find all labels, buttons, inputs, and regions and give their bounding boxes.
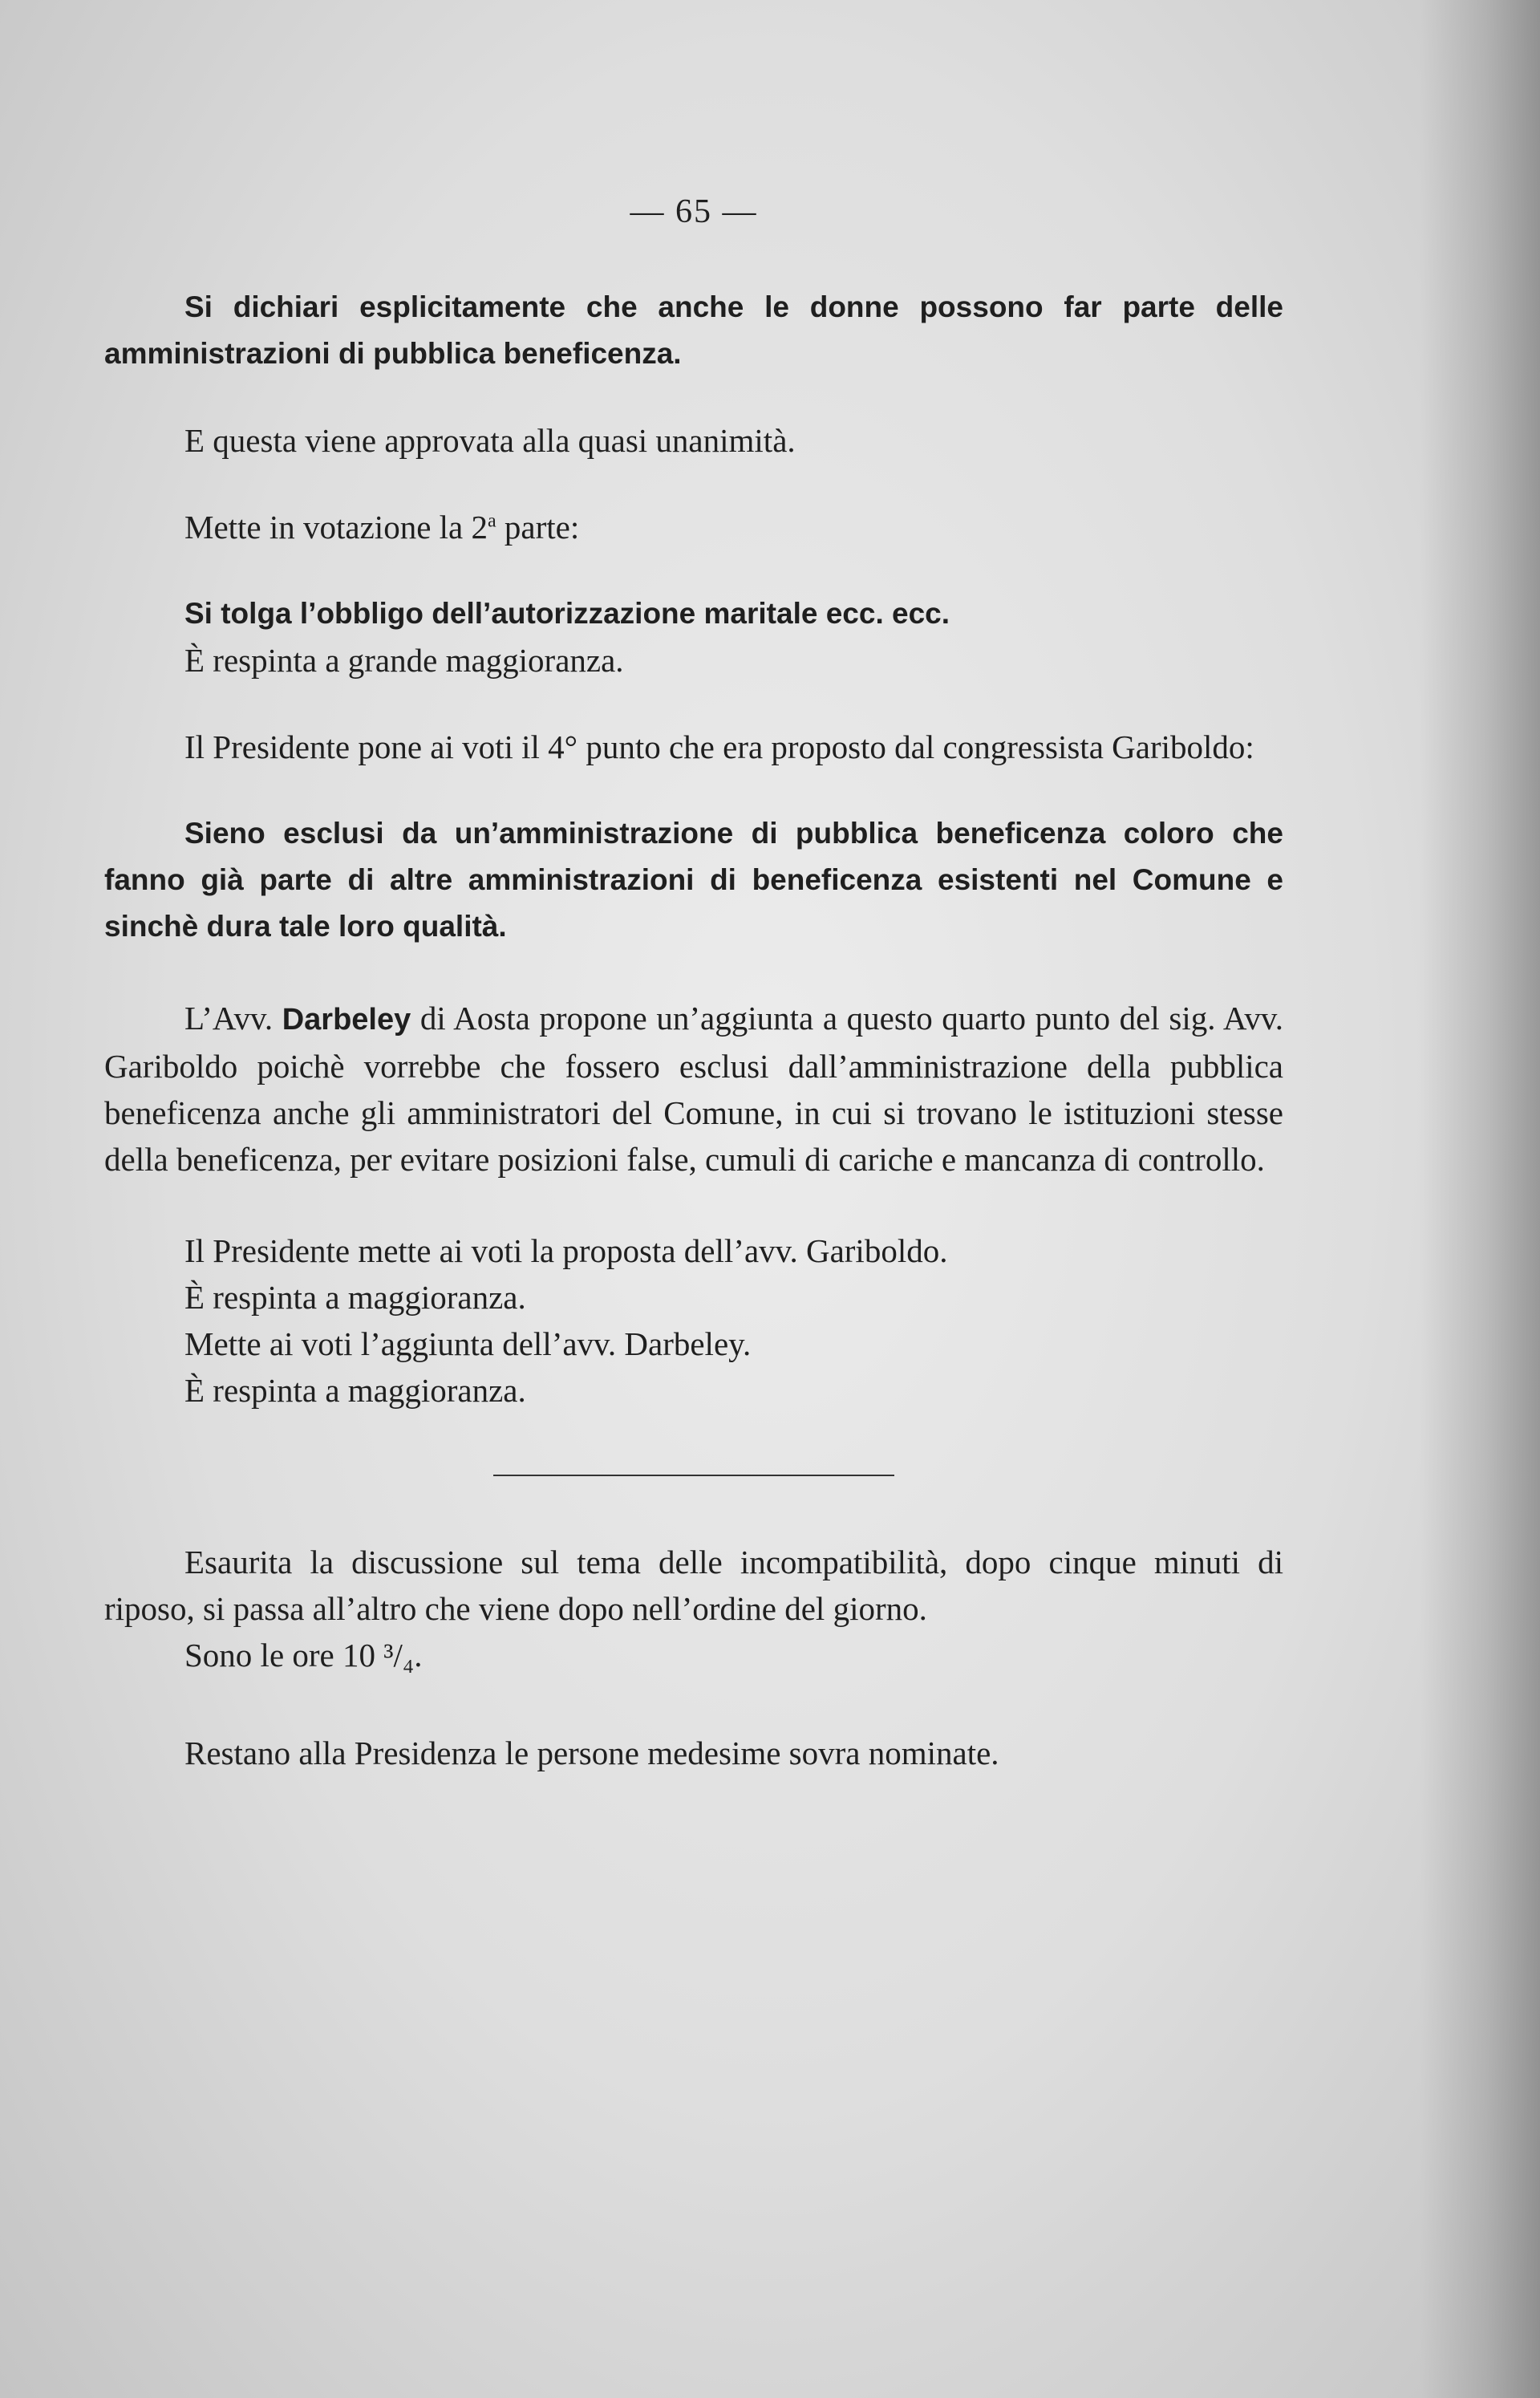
motion-exclusion: Sieno esclusi da un’amministrazione di pubblica beneficenza coloro che fanno già parte di altre amministrazioni di beneficenza esistenti nel Comune e sinchè dura tale loro qualità. (104, 817, 1283, 943)
darbeley-proposal-post: di Aosta propone un’aggiunta a questo quarto punto del sig. Avv. Gariboldo poichè vorrebbe che fossero esclusi dall’amministrazione della pubblica beneficenza anche gli amministratori del Comune, in cui si trovano le istituzioni stesse della beneficenza, per evitare posizioni false, cumuli di cariche e mancanza di controllo. (104, 1000, 1283, 1178)
rejection-note-1: È respinta a maggioranza. (184, 1279, 526, 1316)
president-vote-gariboldo: Il Presidente mette ai voti la proposta dell’avv. Gariboldo. (184, 1232, 948, 1269)
rejection-note-2: È respinta a maggioranza. (184, 1372, 526, 1409)
darbeley-proposal-pre: L’Avv. (184, 1000, 282, 1037)
presidency-note: Restano alla Presidenza le persone medesime sovra nominate. (184, 1735, 999, 1771)
ordinal-superscript: a (488, 510, 496, 532)
time-note: Sono le ore 10 ³/₄. (184, 1637, 423, 1674)
darbeley-proposal (104, 995, 1283, 1183)
president-fourth-point: Il Presidente pone ai voti il 4° punto che era proposto dal congressista Gariboldo: (184, 728, 1254, 765)
vote-results-block (104, 1227, 1283, 1414)
vote-second-part (104, 504, 1283, 550)
vote-second-part-pre: Mette in votazione la 2 (184, 509, 488, 546)
page-edge-shadow (1420, 0, 1540, 2398)
page-content (104, 193, 1283, 1776)
vote-second-part-post: parte: (496, 509, 580, 546)
vote-darbeley-addition: Mette ai voti l’aggiunta dell’avv. Darbeley. (184, 1325, 752, 1362)
discussion-closed: Esaurita la discussione sul tema delle incompatibilità, dopo cinque minuti di riposo, si passa all’altro che viene dopo nell’ordine del giorno. (104, 1544, 1283, 1627)
motion-marital-authorization: Si tolga l’obbligo dell’autorizzazione maritale ecc. ecc. (184, 597, 950, 630)
section-divider (493, 1475, 894, 1476)
rejection-note-large: È respinta a grande maggioranza. (184, 642, 624, 679)
darbeley-name: Darbeley (282, 1003, 411, 1037)
page-number: — 65 — (630, 193, 758, 230)
approval-note: E questa viene approvata alla quasi unanimità. (184, 422, 796, 459)
motion-women-administration: Si dichiari esplicitamente che anche le donne possono far parte delle amministrazioni di pubblica beneficenza. (104, 290, 1283, 370)
